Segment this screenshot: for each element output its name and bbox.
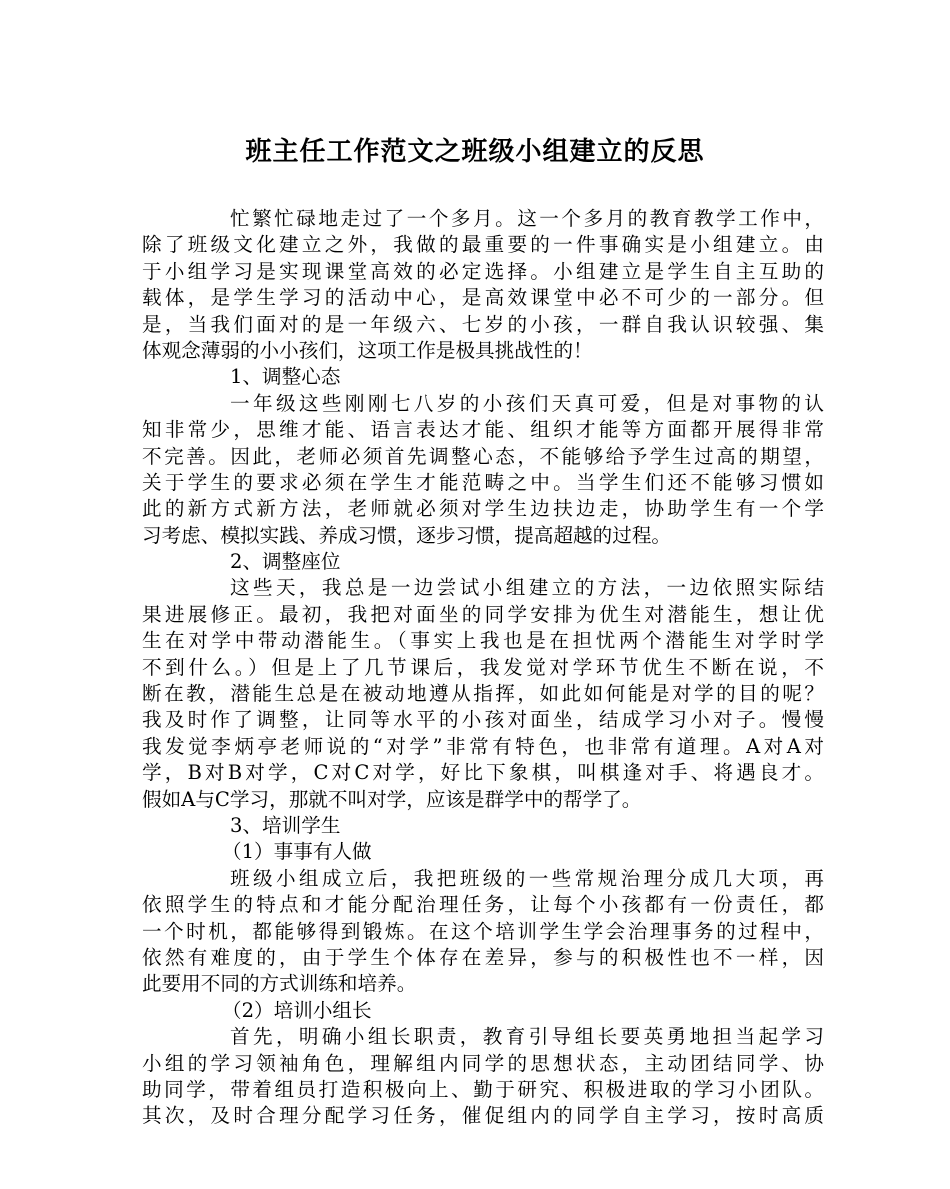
section-heading: 2、调整座位 — [230, 550, 341, 574]
document-title: 班主任工作范文之班级小组建立的反思 — [245, 137, 705, 167]
paragraph-line: 断在教，潜能生总是在被动地遵从指挥，如此如何能是对学的目的呢？ — [142, 682, 824, 706]
paragraph-line: 知非常少，思维才能、语言表达才能、组织才能等方面都开展得非常 — [142, 418, 824, 442]
section-heading: 1、调整心态 — [230, 365, 341, 389]
paragraph-line: 一年级这些刚刚七八岁的小孩们天真可爱，但是对事物的认 — [230, 391, 824, 415]
paragraph-line: 假如A与C学习，那就不叫对学，应该是群学中的帮学了。 — [142, 787, 642, 811]
paragraph-line: 于小组学习是实现课堂高效的必定选择。小组建立是学生自主互助的 — [142, 259, 824, 283]
paragraph-line: 依然有难度的，由于学生个体存在差异，参与的积极性也不一样，因 — [142, 945, 824, 969]
paragraph-line: 班级小组成立后，我把班级的一些常规治理分成几大项，再 — [230, 866, 824, 890]
subsection-heading: （1）事事有人做 — [222, 840, 372, 864]
paragraph-line: 习考虑、模拟实践、养成习惯，逐步习惯，提高超越的过程。 — [142, 523, 672, 547]
paragraph-line: 此的新方式新方法，老师就必须对学生边扶边走，协助学生有一个学 — [142, 497, 824, 521]
paragraph-line: 这些天，我总是一边尝试小组建立的方法，一边依照实际结 — [230, 576, 824, 600]
paragraph-line: 依照学生的特点和才能分配治理任务，让每个小孩都有一份责任，都 — [142, 893, 824, 917]
document-body — [142, 206, 824, 1130]
paragraph-line: 一个时机，都能够得到锻炼。在这个培训学生学会治理事务的过程中， — [142, 919, 824, 943]
paragraph-line: 不完善。因此，老师必须首先调整心态，不能够给予学生过高的期望， — [142, 444, 824, 468]
paragraph-line: 助同学，带着组员打造积极向上、勤于研究、积极进取的学习小团队。 — [142, 1077, 824, 1101]
paragraph-line: 是，当我们面对的是一年级六、七岁的小孩，一群自我认识较强、集 — [142, 312, 824, 336]
paragraph-line: 体观念薄弱的小小孩们，这项工作是极具挑战性的！ — [142, 338, 593, 362]
paragraph-line: 载体，是学生学习的活动中心，是高效课堂中必不可少的一部分。但 — [142, 286, 824, 310]
paragraph-line: 其次，及时合理分配学习任务，催促组内的同学自主学习，按时高质 — [142, 1104, 824, 1128]
paragraph-line: 学，B对B对学，C对C对学，好比下象棋，叫棋逢对手、将遇良才。 — [142, 761, 824, 785]
paragraph-line: 关于学生的要求必须在学生才能范畴之中。当学生们还不能够习惯如 — [142, 470, 824, 494]
paragraph-line: 果进展修正。最初，我把对面坐的同学安排为优生对潜能生，想让优 — [142, 602, 824, 626]
paragraph-line: 此要用不同的方式训练和培养。 — [142, 972, 417, 996]
paragraph-line: 不到什么。）但是上了几节课后，我发觉对学环节优生不断在说，不 — [142, 655, 824, 679]
paragraph-line: 小组的学习领袖角色，理解组内同学的思想状态，主动团结同学、协 — [142, 1051, 824, 1075]
paragraph-line: 忙繁忙碌地走过了一个多月。这一个多月的教育教学工作中， — [230, 207, 824, 230]
paragraph-line: 除了班级文化建立之外，我做的最重要的一件事确实是小组建立。由 — [142, 233, 824, 257]
paragraph-line: 首先，明确小组长职责，教育引导组长要英勇地担当起学习 — [230, 1025, 824, 1049]
paragraph-line: 我及时作了调整，让同等水平的小孩对面坐，结成学习小对子。慢慢 — [142, 708, 824, 732]
paragraph-line: 生在对学中带动潜能生。（事实上我也是在担忧两个潜能生对学时学 — [142, 629, 824, 653]
paragraph-line: 我发觉李炳亭老师说的“对学”非常有特色，也非常有道理。A对A对 — [142, 734, 824, 758]
section-heading: 3、培训学生 — [230, 813, 341, 837]
subsection-heading: （2）培训小组长 — [222, 998, 372, 1022]
